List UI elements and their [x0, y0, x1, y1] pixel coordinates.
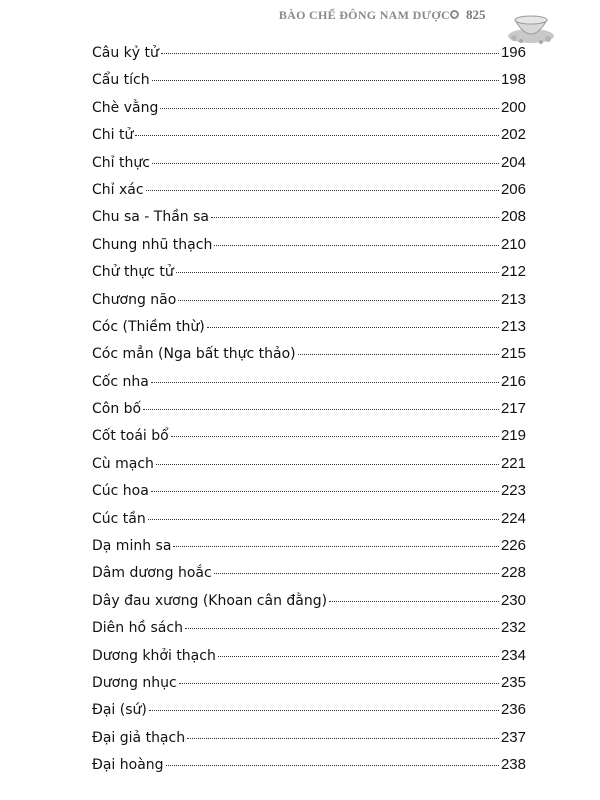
toc-entry-title: Chè vằng	[92, 99, 159, 116]
toc-entry-title: Chương não	[92, 291, 177, 308]
toc-entry	[92, 44, 526, 71]
toc-entry-page: 235	[500, 673, 526, 691]
toc-entry	[92, 236, 526, 263]
toc-entry-title: Chỉ xác	[92, 181, 144, 198]
toc-entry-page: 198	[500, 71, 526, 89]
toc-entry	[92, 756, 526, 783]
toc-entry	[92, 674, 526, 701]
toc-entry	[92, 729, 526, 756]
dot-leader	[160, 108, 499, 109]
toc-entry	[92, 181, 526, 208]
toc-entry-page: 223	[500, 482, 526, 500]
dot-leader	[148, 519, 499, 520]
toc-entry-title: Cúc hoa	[92, 483, 149, 500]
toc-entry-page: 210	[500, 235, 526, 253]
toc-entry-title: Chung nhũ thạch	[92, 236, 213, 253]
toc-entry-title: Diên hồ sách	[92, 620, 183, 637]
toc-entry-page: 236	[500, 701, 526, 719]
toc-entry-page: 217	[500, 400, 526, 418]
dot-leader	[166, 765, 499, 766]
toc-entry	[92, 701, 526, 728]
dot-leader	[152, 163, 499, 164]
dot-leader	[298, 354, 499, 355]
page-header	[0, 4, 600, 28]
toc-entry-page: 200	[500, 98, 526, 116]
toc-entry-page: 224	[500, 509, 526, 527]
table-of-contents	[92, 44, 526, 784]
toc-entry-title: Dâm dương hoắc	[92, 565, 212, 582]
toc-entry	[92, 647, 526, 674]
dot-leader	[178, 300, 499, 301]
toc-entry	[92, 482, 526, 509]
toc-entry	[92, 537, 526, 564]
dot-leader	[171, 436, 499, 437]
dot-leader	[151, 491, 499, 492]
toc-entry	[92, 99, 526, 126]
dot-leader	[156, 464, 499, 465]
dot-leader	[143, 409, 499, 410]
toc-entry-page: 228	[500, 564, 526, 582]
dot-leader	[146, 190, 499, 191]
dot-leader	[207, 327, 499, 328]
toc-entry-title: Chử thực tử	[92, 264, 174, 281]
toc-entry	[92, 373, 526, 400]
toc-entry-page: 232	[500, 619, 526, 637]
toc-entry	[92, 619, 526, 646]
dot-leader	[152, 80, 499, 81]
toc-entry-title: Chu sa - Thần sa	[92, 209, 209, 226]
toc-entry-title: Cốt toái bổ	[92, 428, 169, 445]
toc-entry-title: Côn bố	[92, 401, 142, 418]
dot-leader	[329, 601, 499, 602]
toc-entry	[92, 564, 526, 591]
dot-leader	[185, 628, 499, 629]
toc-entry-page: 212	[500, 263, 526, 281]
dot-leader	[211, 217, 499, 218]
toc-entry-page: 213	[500, 317, 526, 335]
toc-entry	[92, 71, 526, 98]
running-head-page-number: 825	[466, 7, 486, 22]
dot-leader	[173, 546, 499, 547]
dot-leader	[151, 382, 499, 383]
toc-entry-title: Câu kỷ tử	[92, 45, 159, 61]
toc-entry	[92, 154, 526, 181]
toc-entry	[92, 455, 526, 482]
toc-entry	[92, 126, 526, 153]
toc-entry	[92, 592, 526, 619]
toc-entry	[92, 345, 526, 372]
toc-entry	[92, 208, 526, 235]
dot-leader	[161, 53, 499, 54]
dot-leader	[176, 272, 499, 273]
toc-entry-title: Dương khởi thạch	[92, 647, 216, 664]
toc-entry-page: 213	[500, 290, 526, 308]
dot-leader	[214, 573, 499, 574]
dot-leader	[149, 710, 499, 711]
bullet-icon	[450, 10, 459, 19]
dot-leader	[179, 683, 499, 684]
toc-entry-page: 237	[500, 728, 526, 746]
toc-entry-page: 226	[500, 537, 526, 555]
dot-leader	[135, 135, 499, 136]
toc-entry-page: 206	[500, 180, 526, 198]
toc-entry-title: Đại (sứ)	[92, 702, 147, 719]
toc-entry-title: Chi tử	[92, 127, 134, 144]
toc-entry	[92, 427, 526, 454]
toc-entry-title: Dương nhục	[92, 674, 177, 691]
toc-entry-page: 238	[500, 756, 526, 774]
toc-entry-title: Cẩu tích	[92, 72, 150, 89]
toc-entry-page: 204	[500, 153, 526, 171]
toc-entry	[92, 400, 526, 427]
toc-entry	[92, 318, 526, 345]
toc-entry-page: 216	[500, 372, 526, 390]
toc-entry-title: Cốc nha	[92, 373, 149, 390]
toc-entry-page: 234	[500, 646, 526, 664]
toc-entry-page: 219	[500, 427, 526, 445]
toc-entry-title: Dạ minh sa	[92, 538, 172, 555]
toc-entry	[92, 263, 526, 290]
toc-entry-page: 221	[500, 454, 526, 472]
toc-entry-page: 230	[500, 591, 526, 609]
dot-leader	[187, 738, 499, 739]
toc-entry-title: Chỉ thực	[92, 154, 150, 171]
herb-bowl-icon	[506, 0, 556, 46]
toc-entry-title: Dây đau xương (Khoan cân đằng)	[92, 592, 328, 609]
toc-entry-page: 208	[500, 208, 526, 226]
toc-entry	[92, 291, 526, 318]
toc-entry-title: Cóc mẳn (Nga bất thực thảo)	[92, 346, 296, 363]
dot-leader	[214, 245, 499, 246]
running-head-title: BÀO CHẾ ĐÔNG NAM DƯỢC	[278, 8, 450, 22]
toc-entry-title: Cúc tần	[92, 510, 146, 527]
toc-entry-page: 202	[500, 126, 526, 144]
toc-entry-title: Cóc (Thiềm thừ)	[92, 318, 205, 335]
toc-entry-title: Đại hoàng	[92, 757, 164, 774]
toc-entry-title: Đại giả thạch	[92, 729, 186, 746]
toc-entry-page: 196	[500, 44, 526, 61]
toc-entry	[92, 510, 526, 537]
toc-entry-title: Cù mạch	[92, 455, 154, 472]
toc-entry-page: 215	[500, 345, 526, 363]
dot-leader	[218, 656, 499, 657]
